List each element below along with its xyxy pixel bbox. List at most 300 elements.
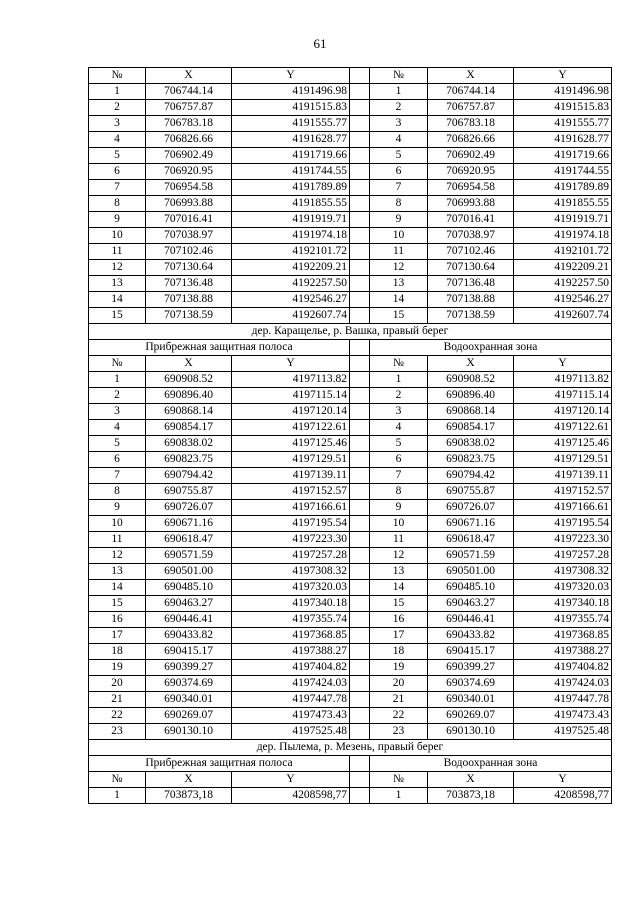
point-number: 7: [89, 468, 146, 484]
x-value: 707138.59: [146, 308, 232, 324]
y-value: 4197424.03: [232, 676, 350, 692]
table-row: [89, 644, 612, 660]
y-value: 4208598,77: [232, 788, 350, 804]
point-number: 13: [370, 276, 428, 292]
header-y: Y: [232, 356, 350, 372]
y-value: 4197447.78: [232, 692, 350, 708]
column-separator: [350, 436, 370, 452]
column-separator: [350, 308, 370, 324]
table-row: [89, 708, 612, 724]
point-number: 23: [89, 724, 146, 740]
column-separator: [350, 180, 370, 196]
point-number: 5: [370, 436, 428, 452]
column-separator: [350, 420, 370, 436]
y-value: 4191719.66: [232, 148, 350, 164]
x-value: 690415.17: [428, 644, 514, 660]
point-number: 15: [370, 596, 428, 612]
y-value: 4197355.74: [514, 612, 612, 628]
table-row: [89, 228, 612, 244]
table-row: [89, 692, 612, 708]
header-no: №: [370, 356, 428, 372]
y-value: 4191515.83: [232, 100, 350, 116]
x-value: 690896.40: [146, 388, 232, 404]
x-value: 706826.66: [146, 132, 232, 148]
point-number: 13: [89, 276, 146, 292]
column-separator: [350, 596, 370, 612]
table-row: [89, 244, 612, 260]
y-value: 4197404.82: [514, 660, 612, 676]
x-value: 706920.95: [428, 164, 514, 180]
x-value: 706783.18: [428, 116, 514, 132]
table-row: [89, 260, 612, 276]
x-value: 706920.95: [146, 164, 232, 180]
x-value: 706826.66: [428, 132, 514, 148]
point-number: 13: [370, 564, 428, 580]
section-title-row: [89, 740, 612, 756]
x-value: 690501.00: [146, 564, 232, 580]
table-row: [89, 468, 612, 484]
point-number: 3: [370, 116, 428, 132]
x-value: 706954.58: [428, 180, 514, 196]
x-value: 707038.97: [428, 228, 514, 244]
coastal-strip-title: Прибрежная защитная полоса: [89, 756, 350, 772]
x-value: 690794.42: [146, 468, 232, 484]
point-number: 1: [370, 788, 428, 804]
column-separator: [350, 612, 370, 628]
point-number: 8: [89, 484, 146, 500]
column-separator: [350, 676, 370, 692]
table-row: [89, 276, 612, 292]
point-number: 17: [370, 628, 428, 644]
y-value: 4197355.74: [232, 612, 350, 628]
table-row: [89, 148, 612, 164]
column-separator: [350, 100, 370, 116]
x-value: 690618.47: [146, 532, 232, 548]
column-separator: [350, 228, 370, 244]
table-row: [89, 532, 612, 548]
column-separator: [350, 532, 370, 548]
point-number: 11: [370, 244, 428, 260]
table-row: [89, 84, 612, 100]
table-row: [89, 788, 612, 804]
y-value: 4197122.61: [514, 420, 612, 436]
x-value: 707138.88: [428, 292, 514, 308]
x-value: 690399.27: [146, 660, 232, 676]
y-value: 4191789.89: [514, 180, 612, 196]
table-row: [89, 724, 612, 740]
header-y: Y: [514, 772, 612, 788]
y-value: 4191919.71: [232, 212, 350, 228]
table-row: [89, 372, 612, 388]
column-separator: [350, 564, 370, 580]
header-no: №: [89, 356, 146, 372]
x-value: 690854.17: [146, 420, 232, 436]
x-value: 690374.69: [146, 676, 232, 692]
header-y: Y: [232, 772, 350, 788]
table-row: [89, 308, 612, 324]
y-value: 4191496.98: [514, 84, 612, 100]
x-value: 706783.18: [146, 116, 232, 132]
x-value: 707138.59: [428, 308, 514, 324]
y-value: 4197424.03: [514, 676, 612, 692]
point-number: 12: [370, 260, 428, 276]
x-value: 690755.87: [146, 484, 232, 500]
column-separator: [350, 292, 370, 308]
header-y: Y: [232, 68, 350, 84]
y-value: 4192257.50: [514, 276, 612, 292]
column-separator: [350, 628, 370, 644]
point-number: 22: [89, 708, 146, 724]
table-row: [89, 676, 612, 692]
column-separator: [350, 404, 370, 420]
column-separator: [350, 500, 370, 516]
y-value: 4191744.55: [232, 164, 350, 180]
y-value: 4197125.46: [232, 436, 350, 452]
column-separator: [350, 580, 370, 596]
y-value: 4192607.74: [514, 308, 612, 324]
y-value: 4197257.28: [232, 548, 350, 564]
point-number: 9: [89, 500, 146, 516]
x-value: 707102.46: [428, 244, 514, 260]
x-value: 690755.87: [428, 484, 514, 500]
column-separator: [350, 724, 370, 740]
point-number: 2: [370, 388, 428, 404]
point-number: 15: [89, 308, 146, 324]
y-value: 4191919.71: [514, 212, 612, 228]
x-value: 707138.88: [146, 292, 232, 308]
table-row: [89, 628, 612, 644]
y-value: 4197368.85: [232, 628, 350, 644]
x-value: 706744.14: [428, 84, 514, 100]
table-row: [89, 484, 612, 500]
point-number: 5: [89, 436, 146, 452]
y-value: 4197120.14: [232, 404, 350, 420]
point-number: 5: [89, 148, 146, 164]
y-value: 4197113.82: [514, 372, 612, 388]
point-number: 15: [370, 308, 428, 324]
x-value: 690269.07: [428, 708, 514, 724]
y-value: 4197125.46: [514, 436, 612, 452]
y-value: 4197195.54: [514, 516, 612, 532]
column-separator: [350, 116, 370, 132]
y-value: 4197223.30: [514, 532, 612, 548]
y-value: 4192209.21: [232, 260, 350, 276]
water-protection-zone-title: Водоохранная зона: [370, 340, 612, 356]
header-x: X: [428, 772, 514, 788]
point-number: 9: [370, 500, 428, 516]
y-value: 4191974.18: [514, 228, 612, 244]
x-value: 707130.64: [428, 260, 514, 276]
point-number: 3: [89, 116, 146, 132]
x-value: 707136.48: [428, 276, 514, 292]
y-value: 4197525.48: [514, 724, 612, 740]
table-row: [89, 292, 612, 308]
x-value: 706744.14: [146, 84, 232, 100]
y-value: 4197166.61: [232, 500, 350, 516]
point-number: 14: [89, 292, 146, 308]
x-value: 690896.40: [428, 388, 514, 404]
column-separator: [350, 244, 370, 260]
x-value: 690794.42: [428, 468, 514, 484]
y-value: 4197115.14: [232, 388, 350, 404]
point-number: 14: [370, 580, 428, 596]
point-number: 21: [89, 692, 146, 708]
x-value: 690838.02: [428, 436, 514, 452]
point-number: 7: [370, 468, 428, 484]
y-value: 4191628.77: [232, 132, 350, 148]
x-value: 690618.47: [428, 532, 514, 548]
y-value: 4197120.14: [514, 404, 612, 420]
point-number: 6: [370, 452, 428, 468]
table-row: [89, 420, 612, 436]
column-separator: [350, 708, 370, 724]
point-number: 8: [89, 196, 146, 212]
y-value: 4197152.57: [514, 484, 612, 500]
column-separator: [350, 164, 370, 180]
y-value: 4191744.55: [514, 164, 612, 180]
y-value: 4192546.27: [232, 292, 350, 308]
y-value: 4197115.14: [514, 388, 612, 404]
table-row: [89, 660, 612, 676]
x-value: 690463.27: [146, 596, 232, 612]
point-number: 10: [370, 228, 428, 244]
x-value: 707102.46: [146, 244, 232, 260]
y-value: 4197257.28: [514, 548, 612, 564]
y-value: 4197340.18: [514, 596, 612, 612]
point-number: 4: [370, 132, 428, 148]
header-no: №: [370, 68, 428, 84]
y-value: 4192209.21: [514, 260, 612, 276]
x-value: 690340.01: [146, 692, 232, 708]
y-value: 4191855.55: [232, 196, 350, 212]
y-value: 4197152.57: [232, 484, 350, 500]
header-no: №: [89, 68, 146, 84]
point-number: 16: [370, 612, 428, 628]
point-number: 4: [89, 420, 146, 436]
point-number: 6: [89, 452, 146, 468]
x-value: 690130.10: [146, 724, 232, 740]
table-row: [89, 516, 612, 532]
x-value: 706757.87: [146, 100, 232, 116]
x-value: 690130.10: [428, 724, 514, 740]
header-y: Y: [514, 356, 612, 372]
y-value: 4197122.61: [232, 420, 350, 436]
y-value: 4197129.51: [514, 452, 612, 468]
point-number: 12: [89, 548, 146, 564]
x-value: 690463.27: [428, 596, 514, 612]
table-row: [89, 500, 612, 516]
point-number: 9: [89, 212, 146, 228]
x-value: 690908.52: [146, 372, 232, 388]
y-value: 4192546.27: [514, 292, 612, 308]
table-row: [89, 388, 612, 404]
x-value: 707038.97: [146, 228, 232, 244]
point-number: 2: [89, 388, 146, 404]
column-separator: [350, 484, 370, 500]
column-separator: [350, 356, 370, 372]
point-number: 14: [370, 292, 428, 308]
column-separator: [350, 388, 370, 404]
point-number: 9: [370, 212, 428, 228]
column-separator: [350, 452, 370, 468]
x-value: 690838.02: [146, 436, 232, 452]
x-value: 707016.41: [146, 212, 232, 228]
y-value: 4197340.18: [232, 596, 350, 612]
column-separator: [350, 68, 370, 84]
header-row: [89, 772, 612, 788]
point-number: 8: [370, 484, 428, 500]
column-separator: [350, 340, 370, 356]
point-number: 20: [89, 676, 146, 692]
section-title: дер. Пылема, р. Мезень, правый берег: [89, 740, 612, 756]
x-value: 690908.52: [428, 372, 514, 388]
table-row: [89, 196, 612, 212]
column-separator: [350, 516, 370, 532]
x-value: 690671.16: [428, 516, 514, 532]
column-separator: [350, 756, 370, 772]
header-no: №: [89, 772, 146, 788]
y-value: 4197320.03: [514, 580, 612, 596]
point-number: 6: [370, 164, 428, 180]
point-number: 1: [370, 84, 428, 100]
table-row: [89, 580, 612, 596]
column-separator: [350, 212, 370, 228]
x-value: 706993.88: [146, 196, 232, 212]
point-number: 1: [89, 372, 146, 388]
point-number: 20: [370, 676, 428, 692]
x-value: 703873,18: [146, 788, 232, 804]
subsection-title-row: [89, 340, 612, 356]
x-value: 690671.16: [146, 516, 232, 532]
header-x: X: [146, 772, 232, 788]
y-value: 4197129.51: [232, 452, 350, 468]
point-number: 10: [89, 516, 146, 532]
y-value: 4197308.32: [232, 564, 350, 580]
point-number: 13: [89, 564, 146, 580]
page-number: 61: [313, 36, 327, 51]
point-number: 15: [89, 596, 146, 612]
y-value: 4208598,77: [514, 788, 612, 804]
y-value: 4197525.48: [232, 724, 350, 740]
header-x: X: [146, 68, 232, 84]
y-value: 4197139.11: [232, 468, 350, 484]
x-value: 690868.14: [428, 404, 514, 420]
table-row: [89, 132, 612, 148]
point-number: 6: [89, 164, 146, 180]
point-number: 18: [370, 644, 428, 660]
x-value: 707016.41: [428, 212, 514, 228]
y-value: 4197447.78: [514, 692, 612, 708]
table-row: [89, 164, 612, 180]
x-value: 690399.27: [428, 660, 514, 676]
x-value: 706954.58: [146, 180, 232, 196]
x-value: 690415.17: [146, 644, 232, 660]
x-value: 690823.75: [428, 452, 514, 468]
point-number: 5: [370, 148, 428, 164]
column-separator: [350, 148, 370, 164]
point-number: 10: [370, 516, 428, 532]
x-value: 690854.17: [428, 420, 514, 436]
point-number: 12: [370, 548, 428, 564]
y-value: 4191628.77: [514, 132, 612, 148]
column-separator: [350, 260, 370, 276]
point-number: 1: [89, 788, 146, 804]
coordinates-table: [88, 67, 612, 804]
point-number: 18: [89, 644, 146, 660]
column-separator: [350, 132, 370, 148]
y-value: 4197195.54: [232, 516, 350, 532]
point-number: 3: [370, 404, 428, 420]
section-title-row: [89, 324, 612, 340]
x-value: 690446.41: [428, 612, 514, 628]
point-number: 11: [89, 532, 146, 548]
point-number: 7: [370, 180, 428, 196]
y-value: 4197473.43: [232, 708, 350, 724]
y-value: 4197320.03: [232, 580, 350, 596]
column-separator: [350, 372, 370, 388]
x-value: 690485.10: [428, 580, 514, 596]
header-row: [89, 68, 612, 84]
y-value: 4197388.27: [232, 644, 350, 660]
y-value: 4191515.83: [514, 100, 612, 116]
header-x: X: [146, 356, 232, 372]
point-number: 3: [89, 404, 146, 420]
table-row: [89, 548, 612, 564]
table-row: [89, 612, 612, 628]
point-number: 11: [370, 532, 428, 548]
point-number: 19: [89, 660, 146, 676]
header-x: X: [428, 68, 514, 84]
point-number: 19: [370, 660, 428, 676]
x-value: 690501.00: [428, 564, 514, 580]
column-separator: [350, 276, 370, 292]
point-number: 12: [89, 260, 146, 276]
point-number: 2: [89, 100, 146, 116]
x-value: 690269.07: [146, 708, 232, 724]
column-separator: [350, 660, 370, 676]
column-separator: [350, 772, 370, 788]
y-value: 4191974.18: [232, 228, 350, 244]
header-no: №: [370, 772, 428, 788]
y-value: 4191555.77: [232, 116, 350, 132]
header-row: [89, 356, 612, 372]
y-value: 4197404.82: [232, 660, 350, 676]
y-value: 4197368.85: [514, 628, 612, 644]
y-value: 4197223.30: [232, 532, 350, 548]
x-value: 690823.75: [146, 452, 232, 468]
point-number: 16: [89, 612, 146, 628]
x-value: 706757.87: [428, 100, 514, 116]
x-value: 706902.49: [428, 148, 514, 164]
section-title: дер. Каращелье, р. Вашка, правый берег: [89, 324, 612, 340]
x-value: 690571.59: [146, 548, 232, 564]
x-value: 690726.07: [146, 500, 232, 516]
column-separator: [350, 788, 370, 804]
column-separator: [350, 84, 370, 100]
y-value: 4192101.72: [232, 244, 350, 260]
y-value: 4192257.50: [232, 276, 350, 292]
point-number: 2: [370, 100, 428, 116]
point-number: 23: [370, 724, 428, 740]
point-number: 14: [89, 580, 146, 596]
column-separator: [350, 548, 370, 564]
x-value: 706902.49: [146, 148, 232, 164]
y-value: 4191719.66: [514, 148, 612, 164]
table-row: [89, 564, 612, 580]
y-value: 4192607.74: [232, 308, 350, 324]
point-number: 10: [89, 228, 146, 244]
table-row: [89, 100, 612, 116]
